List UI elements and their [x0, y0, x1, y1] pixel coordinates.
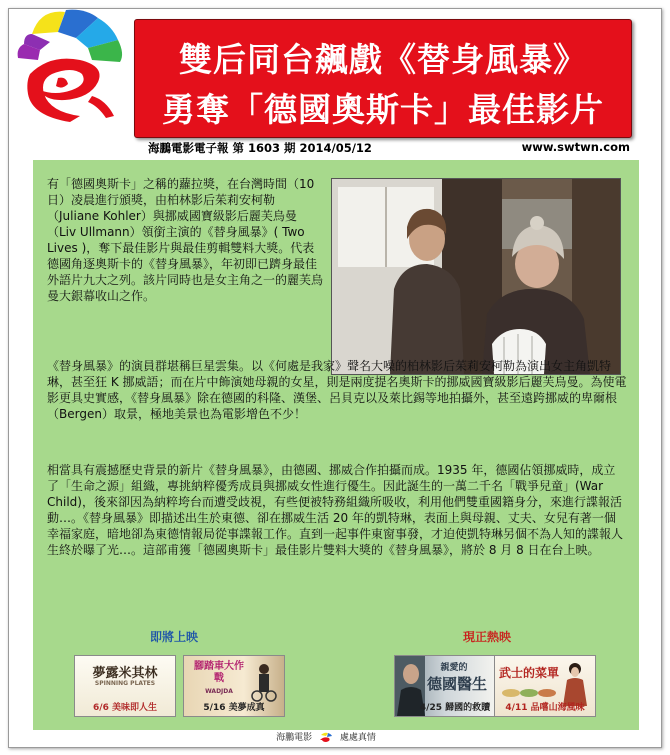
- banner-date: 4/11 品嚐山海風味: [505, 703, 585, 713]
- now-showing-movie-banner[interactable]: [394, 655, 496, 717]
- article-paragraph-3: 相當具有震撼歷史背景的新片《替身風暴》，由德國、挪威合作拍攝而成。1935 年，德國佔領挪威時，成立了「生命之源」組織，專挑納粹優秀成員與挪威女性進行優生。因此誕生的一萬二千名「戰爭兒童」(War Child)，後來卻因為納粹垮台而遭受歧視，有些便被特務組織所吸收，利用他們雙重國籍身分，來進行諜報活動…。《替身風暴》即描述出生於東德、卻在挪威生活 20 年的凱特琳，表面上與母親、丈夫、女兒有著一個幸福家庭，暗地卻為東德情報局從事諜報工作。直到一起事件東窗事發，才迫使凱特琳另個不為人知的諜報人生終於曝了光…。這部甫獲「德國奧斯卡」最佳影片雙料大獎的《替身風暴》，將於 8 月 8 日在台上映。: [47, 463, 624, 557]
- food-dishes-icon: [501, 686, 557, 698]
- banner-subtitle: WADJDA: [205, 688, 233, 695]
- now-showing-heading: 現正熱映: [463, 630, 512, 644]
- swtwn-mini-logo-icon: [319, 732, 333, 744]
- issue-info: 海鵬電影電子報 第 1603 期 2014/05/12: [148, 141, 372, 155]
- upcoming-movie-banner[interactable]: [183, 655, 285, 717]
- article-paragraph-2: 《替身風暴》的演員群堪稱巨星雲集。以《何處是我家》聲名大噪的柏林影后茱莉安柯勒為演出女主角凱特琳，甚至狂 K 挪威語；而在片中飾演她母親的女星，則是兩度提名奧斯卡的挪威國寶級影后麗芙烏曼。為使電影更具史實感，《替身風暴》除在德國的科隆、漢堡、呂貝克以及萊比錫等地拍攝外，甚至遠跨挪威的卑爾根（Bergen）取景，極地美景也為電影增色不少！: [47, 359, 627, 421]
- swtwn-logo: [10, 4, 135, 124]
- banner-title: 武士的菜單: [498, 666, 559, 680]
- now-showing-movie-banner[interactable]: [494, 655, 596, 717]
- headline-line-1: 雙后同台飆戲《替身風暴》: [179, 40, 587, 79]
- website-link[interactable]: www.swtwn.com: [521, 140, 630, 154]
- banner-date: 4/25 歸國的救贖: [419, 703, 491, 713]
- banner-title: 德國醫生: [426, 675, 487, 693]
- cyclist-girl-icon: [250, 662, 278, 702]
- upcoming-movie-banner[interactable]: [74, 655, 176, 717]
- footer-left-text: 海鵬電影: [276, 733, 313, 743]
- banner-date: 6/6 美味即人生: [93, 703, 157, 713]
- movie-still-photo: [331, 178, 621, 375]
- banner-title-small: 親愛的: [440, 663, 468, 673]
- banner-title: 腳踏車大作戰: [194, 661, 244, 684]
- upcoming-heading: 即將上映: [150, 630, 199, 644]
- footer: [0, 730, 652, 744]
- headline-banner: [134, 19, 632, 138]
- article-paragraph-1: 有「德國奧斯卡」之稱的蘿拉獎，在台灣時間（10 日）凌晨進行頒獎，由柏林影后茱莉安柯勒（Juliane Kohler）與挪威國寶級影后麗芙烏曼（Liv Ullmann）領銜主演的《替身風暴》( Two Lives )，奪下最佳影片與最佳剪輯雙料大獎。代表德國角逐奧斯卡的《替身風暴》，年初即已躋身最佳外語片九大之列。該片同時也是女主角之一的麗芙烏曼大銀幕收山之作。: [47, 177, 324, 303]
- banner-title: 夢露米其林: [92, 666, 158, 681]
- article-body: [33, 160, 639, 730]
- banner-date: 5/16 美夢成真: [203, 703, 265, 713]
- footer-right-text: 處處真情: [339, 733, 376, 743]
- headline-line-2: 勇奪「德國奧斯卡」最佳影片: [162, 90, 604, 129]
- banner-subtitle: SPINNING PLATES: [94, 680, 156, 687]
